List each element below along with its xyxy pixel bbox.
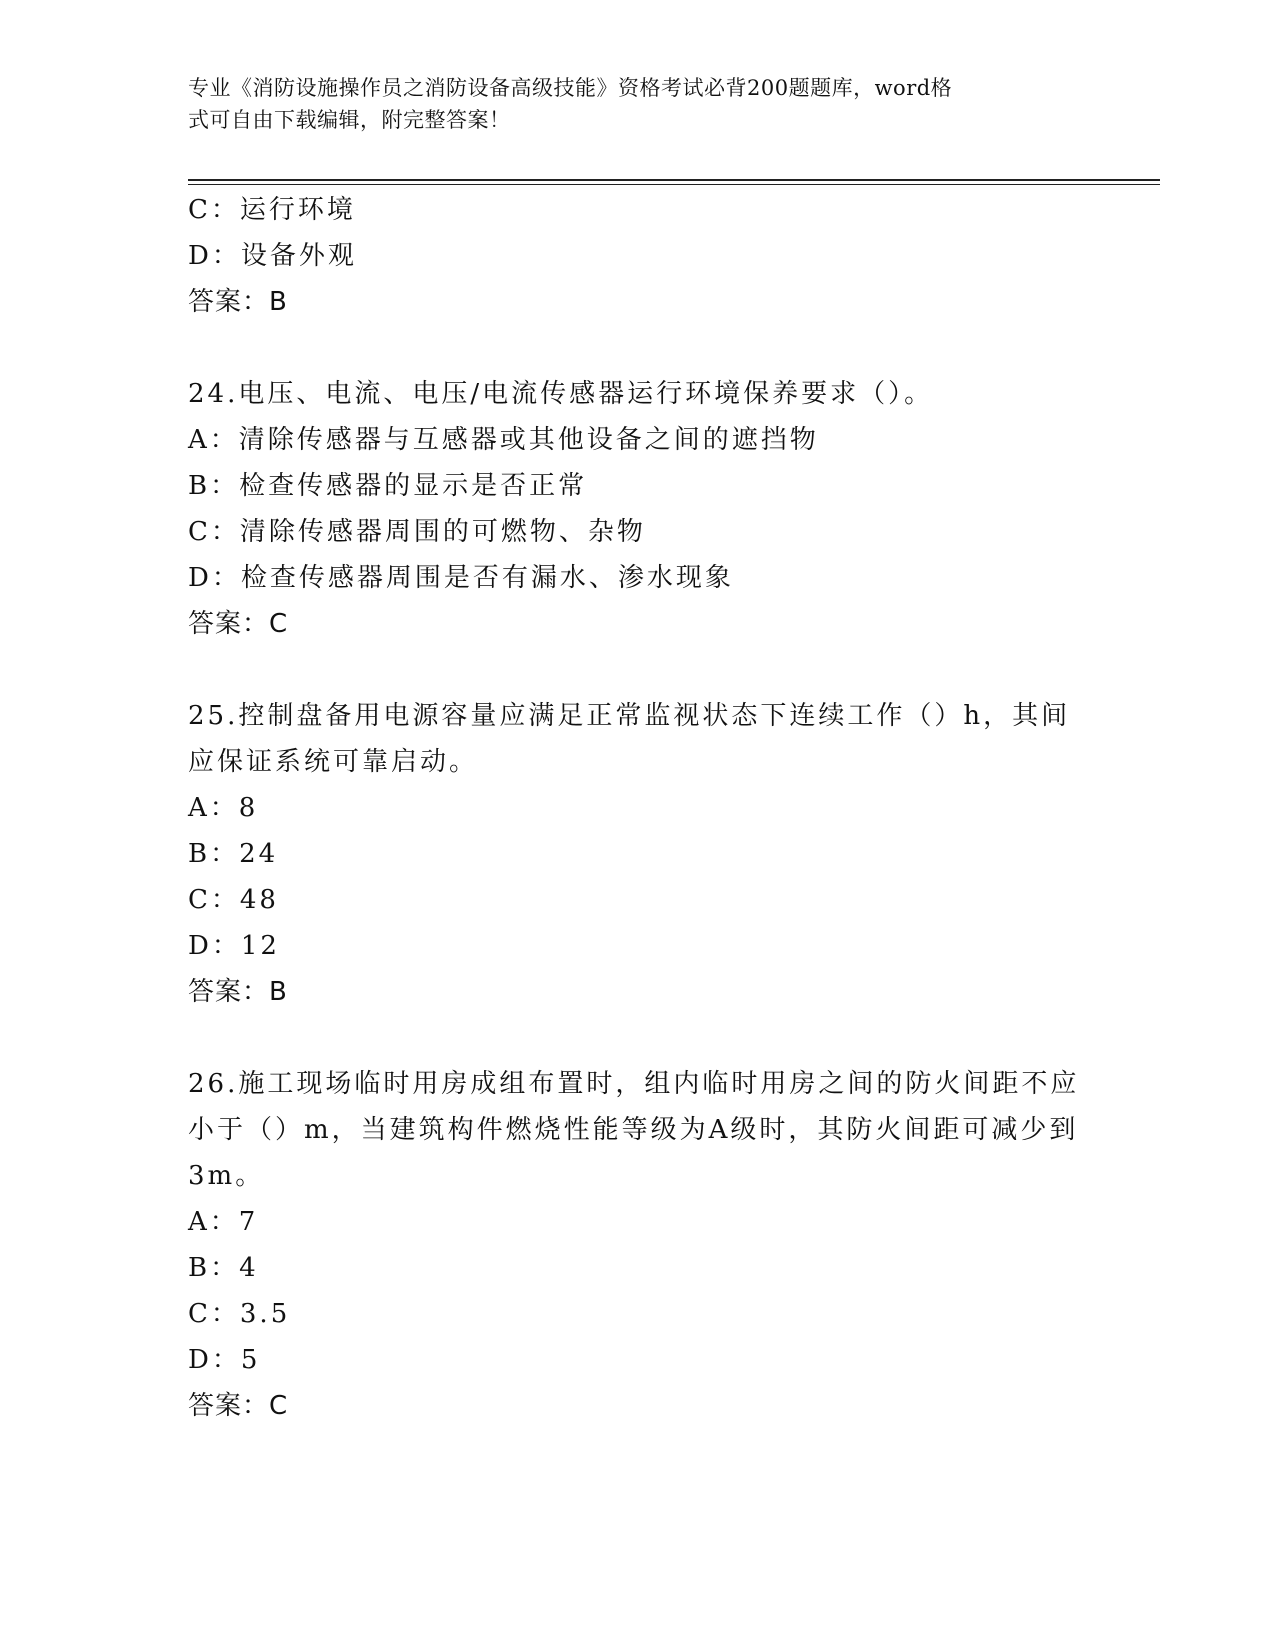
option-d: D：检查传感器周围是否有漏水、渗水现象 xyxy=(188,563,734,593)
option-d: D：设备外观 xyxy=(188,241,357,271)
document-header xyxy=(188,72,1078,136)
option-c: C：运行环境 xyxy=(188,195,356,225)
option-b: B：24 xyxy=(188,839,279,869)
question-block-24 xyxy=(188,371,1088,647)
header-line-1: 专业《消防设施操作员之消防设备高级技能》资格考试必背200题题库，word格 xyxy=(188,76,953,100)
header-divider-thick xyxy=(188,179,1160,181)
option-a: A：7 xyxy=(188,1207,259,1237)
answer-label: 答案：C xyxy=(188,609,289,639)
question-text: 应保证系统可靠启动。 xyxy=(188,747,479,777)
option-c: C：清除传感器周围的可燃物、杂物 xyxy=(188,517,646,547)
spacer xyxy=(188,1015,1088,1061)
answer-label: 答案：B xyxy=(188,977,288,1007)
question-block-26 xyxy=(188,1061,1088,1429)
option-a: A：清除传感器与互感器或其他设备之间的遮挡物 xyxy=(188,425,819,455)
option-c: C：3.5 xyxy=(188,1299,291,1329)
spacer xyxy=(188,647,1088,693)
option-d: D：5 xyxy=(188,1345,261,1375)
question-text: 3m。 xyxy=(188,1161,265,1191)
option-c: C：48 xyxy=(188,885,279,915)
question-text: 25.控制盘备用电源容量应满足正常监视状态下连续工作（）h，其间 xyxy=(188,701,1071,731)
option-d: D：12 xyxy=(188,931,280,961)
answer-label: 答案：B xyxy=(188,287,288,317)
header-divider-thin xyxy=(188,184,1160,185)
question-list xyxy=(188,187,1088,1429)
question-text: 小于（）m，当建筑构件燃烧性能等级为A级时，其防火间距可减少到 xyxy=(188,1115,1079,1145)
question-text: 24.电压、电流、电压/电流传感器运行环境保养要求（）。 xyxy=(188,379,934,409)
answer-label: 答案：C xyxy=(188,1391,289,1421)
option-b: B：检查传感器的显示是否正常 xyxy=(188,471,588,501)
option-a: A：8 xyxy=(188,793,259,823)
option-b: B：4 xyxy=(188,1253,259,1283)
question-block-25 xyxy=(188,693,1088,1015)
question-text: 26.施工现场临时用房成组布置时，组内临时用房之间的防火间距不应 xyxy=(188,1069,1080,1099)
header-line-2: 式可自由下载编辑，附完整答案！ xyxy=(188,108,511,132)
spacer xyxy=(188,325,1088,371)
prev-question-block xyxy=(188,187,1088,325)
